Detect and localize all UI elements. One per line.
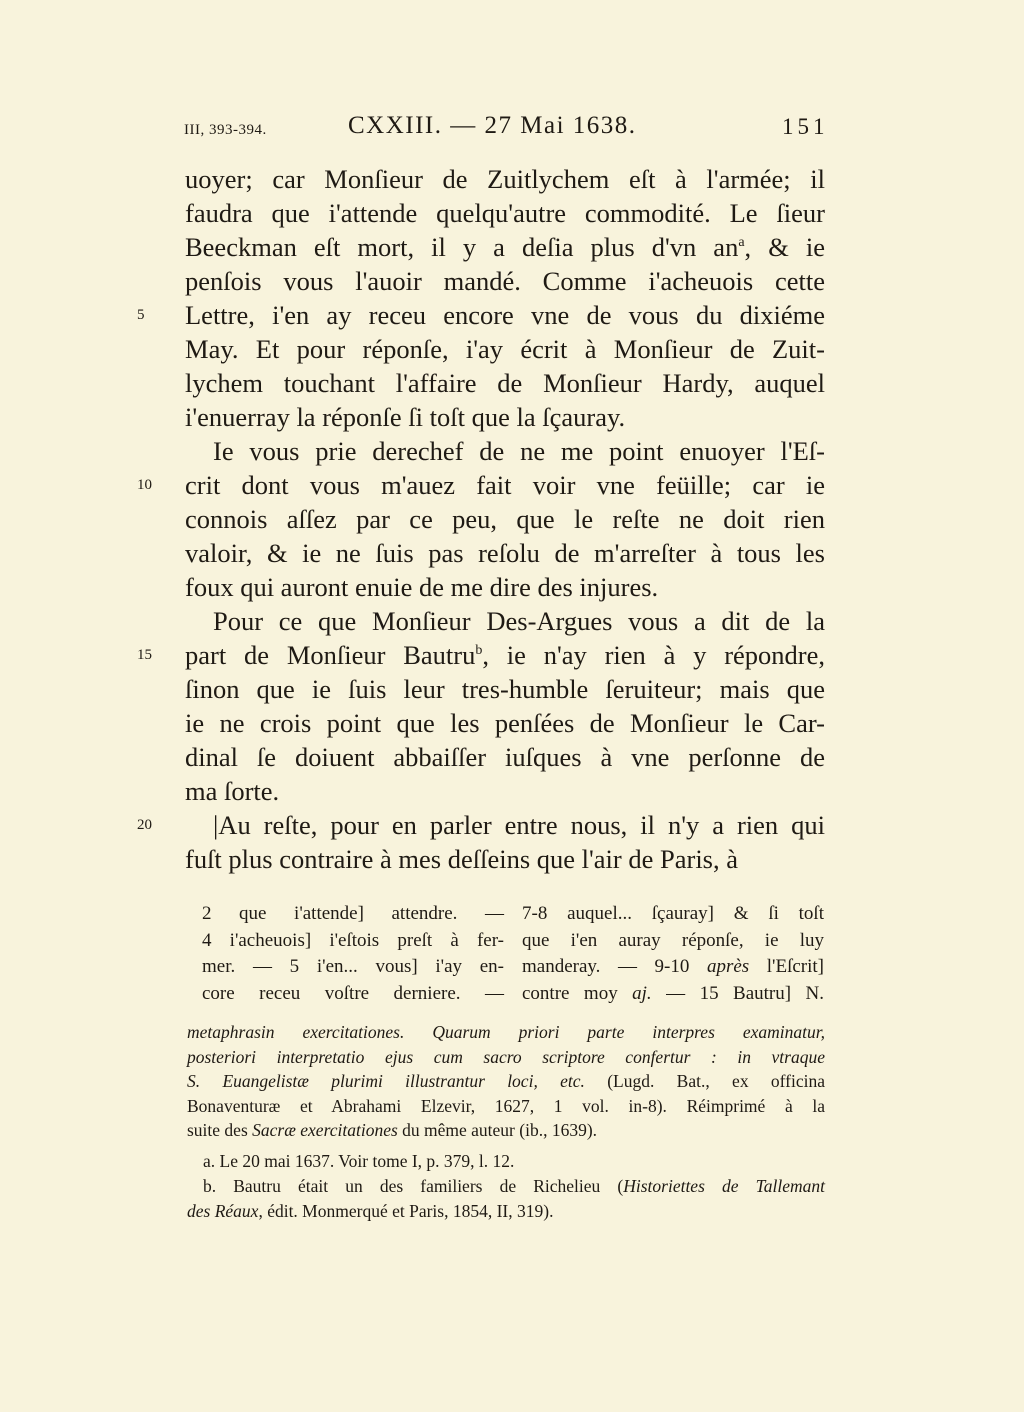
- line-text: ie ne crois point que les penſées de Monſieur le Car-: [185, 708, 825, 738]
- line-text: foux qui auront enuie de me dire des injures.: [185, 572, 659, 602]
- header-reference: III, 393-394.: [184, 122, 267, 138]
- variant-text: l'Eſcrit]: [749, 956, 825, 977]
- variant-text: mer. — 5 i'en... vous] i'ay en-: [202, 956, 504, 977]
- line-text: connois aſſez par ce peu, que le reſte ne doit rien: [185, 504, 825, 534]
- line-number: 10: [137, 477, 152, 493]
- line-text: dinal ſe doiuent abbaiſſer iuſques à vne perſonne de: [185, 742, 825, 772]
- body-line: [185, 298, 825, 332]
- page-number: 151: [782, 114, 829, 139]
- footnote-italic: Sacræ exercitationes: [252, 1120, 398, 1140]
- variant-line: [522, 981, 824, 1008]
- variant-text: contre moy: [522, 982, 633, 1004]
- body-line: [185, 740, 825, 774]
- footnote-text: suite des: [187, 1120, 253, 1140]
- line-text: Beeckman eſt mort, il y a deſia plus d'vn an: [185, 232, 739, 262]
- body-line: [185, 672, 825, 706]
- variant-column-right: [522, 901, 824, 1007]
- body-line: [185, 570, 825, 604]
- line-text: |Au reſte, pour en parler entre nous, il n'y a rien qui: [213, 810, 825, 840]
- body-line: [185, 366, 825, 400]
- footnote-italic: S. Euangelistæ plurimi illustrantur loci, etc.: [187, 1071, 585, 1091]
- body-line: [185, 196, 825, 230]
- footnote-text: metaphrasin exercitationes. Quarum priori parte interpres examinatur,: [187, 1022, 825, 1042]
- variant-text: manderay. — 9-10: [522, 956, 707, 977]
- body-line: [213, 604, 825, 638]
- variant-italic: après: [706, 956, 750, 977]
- variant-text: que i'en auray réponſe, ie luy: [522, 929, 824, 951]
- footnote-text: a. Le 20 mai 1637. Voir tome I, p. 379, l. 12.: [203, 1151, 515, 1171]
- body-line: [213, 434, 825, 468]
- variant-line: [202, 928, 504, 955]
- line-text: crit dont vous m'auez fait voir vne feüille; car ie: [185, 470, 825, 500]
- body-line: [185, 162, 825, 196]
- footnote-text: du même auteur (ib., 1639).: [397, 1120, 598, 1140]
- footnote-text: (Lugd. Bat., ex officina: [584, 1071, 825, 1091]
- footnote-text: Bonaventuræ et Abrahami Elzevir, 1627, 1 vol. in-8). Réimprimé à la: [187, 1095, 825, 1116]
- body-line: [213, 808, 825, 842]
- variant-line: [202, 954, 504, 981]
- line-text: valoir, & ie ne ſuis pas reſolu de m'arreſter à tous les: [185, 538, 825, 568]
- body-line: [185, 706, 825, 740]
- variant-line: [522, 954, 824, 981]
- running-header: [0, 112, 1024, 152]
- variant-text: — 15 Bautru] N.: [651, 982, 824, 1004]
- body-line: [185, 774, 825, 808]
- body-line: [185, 400, 825, 434]
- line-text: faudra que i'attende quelqu'autre commodité. Le ſieur: [185, 198, 825, 228]
- body-line: [185, 536, 825, 570]
- footnote-line: [187, 1069, 825, 1094]
- variant-line: [202, 981, 504, 1008]
- variant-text: 2 que i'attende] attendre. —: [202, 903, 504, 924]
- body-line: [185, 230, 825, 264]
- line-text: Ie vous prie derechef de ne me point enuoyer l'Eſ-: [213, 436, 825, 466]
- line-text: ma ſorte.: [185, 776, 280, 806]
- footnote-text: b. Bautru était un des familiers de Richelieu (: [203, 1176, 624, 1196]
- footnote-line: [203, 1174, 825, 1199]
- variant-column-left: [202, 901, 504, 1007]
- variant-line: [522, 928, 824, 955]
- line-text: ſinon que ie ſuis leur tres-humble ſeruiteur; mais que: [185, 674, 825, 704]
- footnote-line: [203, 1149, 825, 1174]
- line-text: lychem touchant l'affaire de Monſieur Hardy, auquel: [185, 368, 825, 398]
- footnote-line: [187, 1020, 825, 1045]
- body-line: [185, 638, 825, 672]
- footnote-line: [187, 1094, 825, 1119]
- line-number: 20: [137, 817, 152, 833]
- header-title: CXXIII. — 27 Mai 1638.: [348, 112, 637, 139]
- variant-line: [202, 901, 504, 928]
- line-text: fuſt plus contraire à mes deſſeins que l'air de Paris, à: [185, 844, 739, 874]
- footnote-line: [187, 1045, 825, 1070]
- variant-text: 4 i'acheuois] i'eſtois preſt à fer-: [202, 929, 504, 951]
- line-text: May. Et pour réponſe, i'ay écrit à Monſieur de Zuit-: [185, 334, 825, 364]
- body-line: [185, 264, 825, 298]
- body-line: [185, 842, 825, 876]
- line-text: Lettre, i'en ay receu encore vne de vous du dixiéme: [185, 300, 825, 330]
- body-line: [185, 468, 825, 502]
- footnote-italic: Historiettes de Tallemant: [623, 1176, 825, 1196]
- line-text: uoyer; car Monſieur de Zuitlychem eſt à l'armée; il: [185, 164, 825, 194]
- footnote-text: posteriori interpretatio ejus cum sacro scriptore confertur : in vtraque: [187, 1046, 825, 1067]
- line-number: 5: [137, 307, 145, 323]
- line-text: i'enuerray la réponſe ſi toſt que la ſçauray.: [185, 402, 626, 432]
- footnote-line: [187, 1118, 825, 1143]
- footnote-marker: a: [738, 235, 745, 250]
- footnote-text: , édit. Monmerqué et Paris, 1854, II, 319).: [258, 1200, 554, 1221]
- footnote-italic: des Réaux: [187, 1200, 259, 1221]
- variant-line: [522, 901, 824, 928]
- variant-text: 7-8 auquel... ſçauray] & ſi toſt: [522, 903, 824, 924]
- variant-italic: aj.: [632, 982, 652, 1004]
- body-line: [185, 502, 825, 536]
- line-text: part de Monſieur Bautru: [185, 640, 476, 670]
- footnote-marker: b: [475, 643, 483, 658]
- line-text: , ie n'ay rien à y répondre,: [482, 640, 825, 670]
- line-text: , & ie: [744, 232, 825, 262]
- line-text: penſois vous l'auoir mandé. Comme i'acheuois cette: [185, 266, 825, 296]
- body-line: [185, 332, 825, 366]
- line-number: 15: [137, 647, 152, 663]
- line-text: Pour ce que Monſieur Des-Argues vous a dit de la: [213, 606, 825, 636]
- variant-text: core receu voſtre derniere. —: [202, 982, 504, 1004]
- footnote-line: [187, 1199, 825, 1224]
